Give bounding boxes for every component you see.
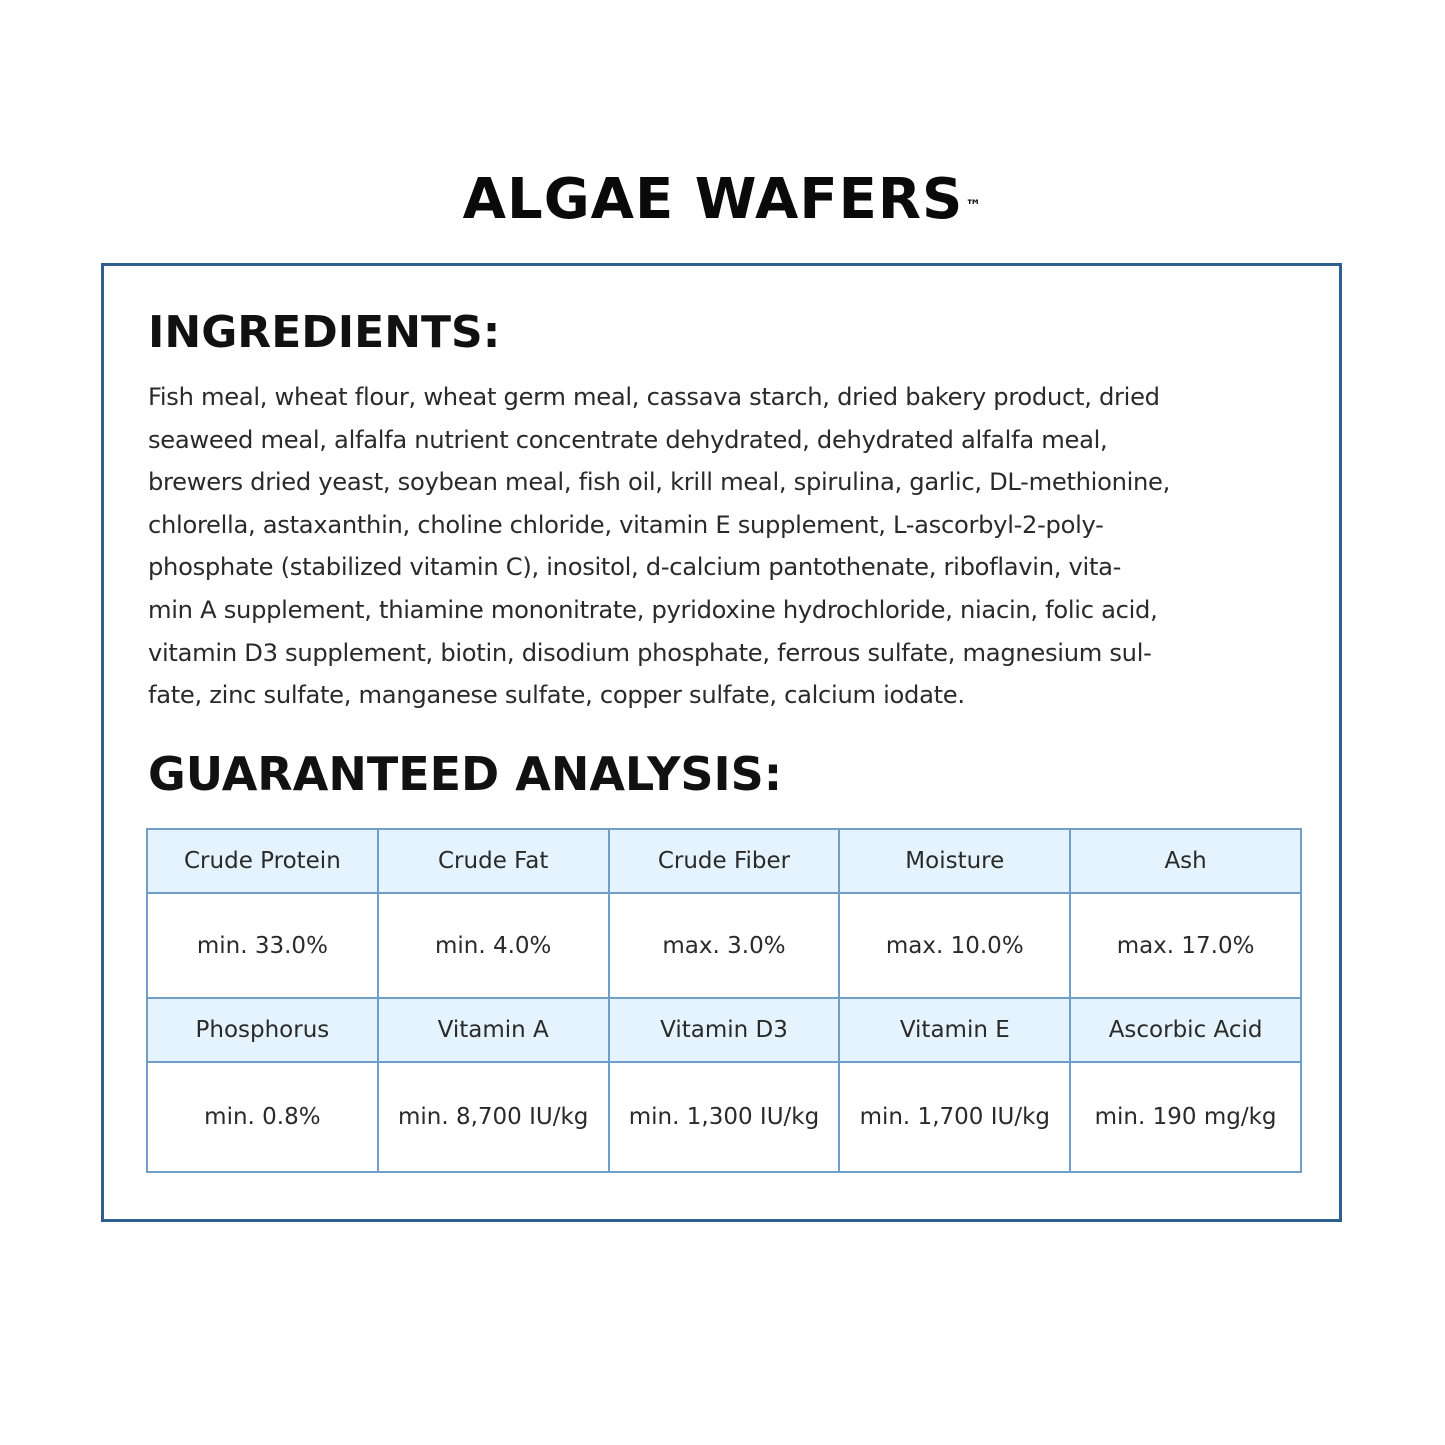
- ingredients-line: vitamin D3 supplement, biotin, disodium phosphate, ferrous sulfate, magnesium sul-: [148, 638, 1152, 667]
- ingredients-line: brewers dried yeast, soybean meal, fish oil, krill meal, spirulina, garlic, DL-methionine,: [148, 468, 1171, 497]
- ingredients-list: [148, 376, 1318, 717]
- table-value-cell: min. 0.8%: [147, 1062, 378, 1172]
- ingredients-line: phosphate (stabilized vitamin C), inositol, d-calcium pantothenate, riboflavin, vita-: [148, 553, 1122, 582]
- table-header-cell: Crude Fat: [378, 829, 609, 893]
- ingredients-heading: INGREDIENTS:: [148, 307, 501, 358]
- ingredients-line: chlorella, astaxanthin, choline chloride, vitamin E supplement, L-ascorbyl-2-poly-: [148, 510, 1104, 539]
- ingredients-line: fate, zinc sulfate, manganese sulfate, copper sulfate, calcium iodate.: [148, 681, 965, 710]
- ingredients-line: seaweed meal, alfalfa nutrient concentrate dehydrated, dehydrated alfalfa meal,: [148, 425, 1108, 454]
- product-title-text: ALGAE WAFERS: [462, 167, 964, 232]
- ingredients-line: Fish meal, wheat flour, wheat germ meal, cassava starch, dried bakery product, dried: [148, 383, 1160, 411]
- table-header-cell: Phosphorus: [147, 998, 378, 1062]
- table-header-cell: Vitamin A: [378, 998, 609, 1062]
- table-row: [147, 1062, 1301, 1172]
- table-value-cell: min. 190 mg/kg: [1070, 1062, 1301, 1172]
- table-value-cell: min. 1,700 IU/kg: [839, 1062, 1070, 1172]
- table-value-cell: min. 8,700 IU/kg: [378, 1062, 609, 1172]
- product-title: [0, 165, 1445, 235]
- table-value-cell: min. 33.0%: [147, 893, 378, 998]
- table-header-row: [147, 829, 1301, 893]
- table-header-cell: Ash: [1070, 829, 1301, 893]
- table-header-cell: Crude Fiber: [609, 829, 840, 893]
- table-header-cell: Ascorbic Acid: [1070, 998, 1301, 1062]
- table-header-row: [147, 998, 1301, 1062]
- table-value-cell: max. 10.0%: [839, 893, 1070, 998]
- table-header-cell: Crude Protein: [147, 829, 378, 893]
- table-value-cell: max. 3.0%: [609, 893, 840, 998]
- table-value-cell: max. 17.0%: [1070, 893, 1301, 998]
- table-value-cell: min. 1,300 IU/kg: [609, 1062, 840, 1172]
- trademark-symbol: ™: [965, 196, 983, 215]
- table-row: [147, 893, 1301, 998]
- table-header-cell: Vitamin D3: [609, 998, 840, 1062]
- table-value-cell: min. 4.0%: [378, 893, 609, 998]
- table-header-cell: Moisture: [839, 829, 1070, 893]
- guaranteed-analysis-table: [146, 828, 1302, 1173]
- ingredients-line: min A supplement, thiamine mononitrate, pyridoxine hydrochloride, niacin, folic acid,: [148, 595, 1158, 624]
- guaranteed-analysis-heading: GUARANTEED ANALYSIS:: [148, 747, 783, 801]
- table-header-cell: Vitamin E: [839, 998, 1070, 1062]
- label-panel: [101, 263, 1342, 1222]
